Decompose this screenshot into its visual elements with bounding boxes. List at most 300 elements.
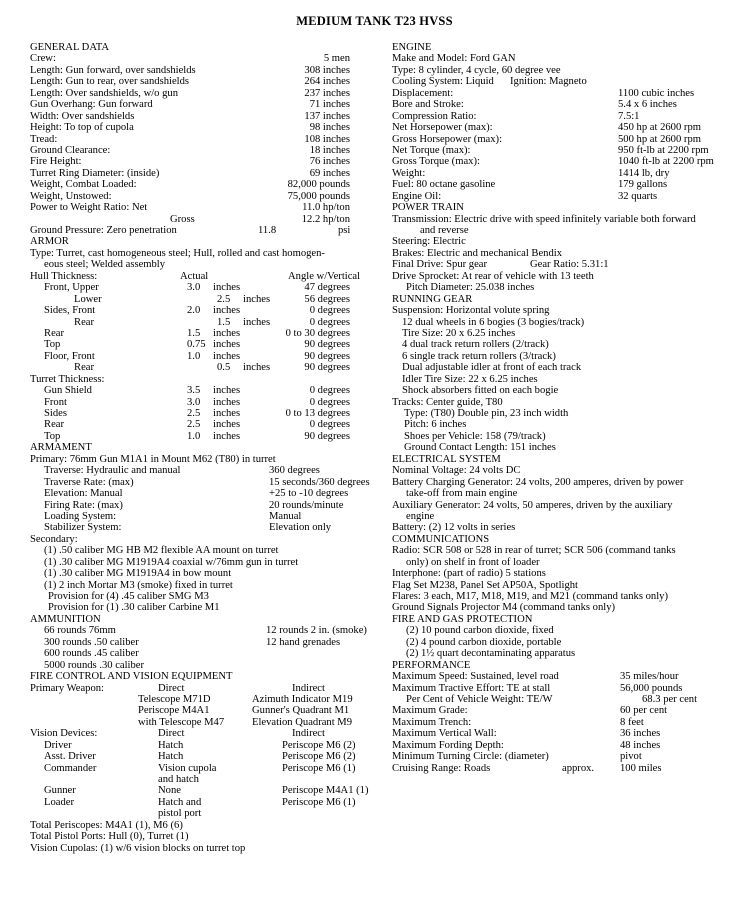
field-label: Shock absorbers fitted on each bogie [402,385,559,397]
field-value: Azimuth Indicator M19 [252,693,353,705]
field-label: and hatch [158,774,199,785]
field-label: Loader [44,796,74,808]
left-line-weight-combat-loaded [30,179,375,190]
field-value: pivot [620,751,642,763]
field-label: Displacement: [392,87,454,99]
field-value: Ignition: Magneto [510,76,587,88]
left-column [30,42,375,854]
field-label: Turret Ring Diameter: (inside) [30,167,160,179]
field-value: 69 inches [309,167,350,179]
right-line-communications [392,534,742,545]
left-line-600-rounds-45-caliber [30,648,375,659]
left-line-provision-for-4-45-caliber-smg-m3 [30,591,375,602]
field-value: inches [213,327,241,339]
left-line-length-gun-forward-over-sandshields [30,65,375,76]
field-value: Manual [269,510,302,522]
field-label: Traverse Rate: (max) [44,476,134,488]
field-value: 2.5 [187,408,201,419]
right-line-engine [392,42,742,53]
left-line-eous-steel-welded-assembly [30,259,375,270]
field-label: engine [406,510,435,522]
field-value: Elevation Quadrant M9 [252,716,353,728]
right-line-engine-oil [392,191,742,202]
left-line-top [30,431,375,442]
left-line-total-pistol-ports-hull-0-turret-1 [30,831,375,842]
field-label: 600 rounds .45 caliber [44,648,139,660]
field-value: 1.0 [187,430,201,442]
field-label: Rear [74,316,94,328]
field-label: Sides [44,408,67,419]
left-line-rear [30,419,375,430]
field-value: Direct [158,728,185,740]
field-value: psi [338,225,351,236]
field-value: Indirect [292,728,325,740]
field-value: Periscope M6 (2) [282,751,356,763]
field-label: Commander [44,762,97,774]
field-value: 75,000 pounds [287,190,350,202]
left-line-crew [30,53,375,64]
field-value: 264 inches [304,76,350,88]
field-label: Total Periscopes: M4A1 (1), M6 (6) [30,819,183,831]
field-label: Pitch: 6 inches [404,419,467,431]
field-value: 18 inches [309,144,350,156]
right-line-maximum-tractive-effort-te-at-stall [392,683,742,694]
field-label: Vision Cupolas: (1) w/6 vision blocks on turret top [30,842,246,854]
field-label: Flares: 3 each, M17, M18, M19, and M21 (command tanks only) [392,591,668,602]
field-label: Gross Torque (max): [392,156,480,168]
right-line-tracks-center-guide-t80 [392,397,742,408]
field-value: 3.0 [187,396,201,408]
field-label: Primary: 76mm Gun M1A1 in Mount M62 (T80) in turret [30,453,276,465]
field-value: 5.4 x 6 inches [618,99,677,111]
left-line-driver [30,740,375,751]
left-line-vision-cupolas-1-w-6-vision-blocks-on-tu [30,843,375,854]
left-line-gross [30,214,375,225]
field-label: (2) 4 pound carbon dioxide, portable [406,636,562,648]
field-label: Provision for (1) .30 caliber Carbine M1 [48,602,220,614]
left-line-gun-shield [30,385,375,396]
field-value: inches [243,362,271,374]
field-label: Dual adjustable idler at front of each track [402,362,582,374]
field-value: 5 men [323,53,350,65]
field-label: 5000 rounds .30 caliber [44,659,145,671]
field-value: inches [213,305,241,317]
left-line-1-30-caliber-mg-m1919a4-coaxial-w-76mm-g [30,557,375,568]
right-line-fire-and-gas-protection [392,614,742,625]
field-label: Asst. Driver [44,751,96,763]
field-label: Gunner [44,785,76,797]
left-line-firing-rate-max [30,500,375,511]
field-label: Stabilizer System: [44,522,122,534]
field-value: inches [213,419,241,431]
field-value: inches [213,396,241,408]
right-line-shock-absorbers-fitted-on-each-bogie [392,385,742,396]
field-value: inches [213,385,241,397]
right-line-radio-scr-508-or-528-in-rear-of-turret-s [392,545,742,556]
left-line-gun-overhang-gun-forward [30,99,375,110]
right-line-net-torque-max [392,145,742,156]
field-value: 12.2 hp/ton [301,213,350,225]
left-line-power-to-weight-ratio-net [30,202,375,213]
left-line-tread [30,134,375,145]
field-value: 2.0 [187,305,201,317]
field-value: 11.8 [258,225,277,236]
left-line-fire-control-and-vision-equipment [30,671,375,682]
left-line-with-telescope-m47 [30,717,375,728]
field-label: GENERAL DATA [30,42,110,53]
left-line-traverse-hydraulic-and-manual [30,465,375,476]
right-line-maximum-grade [392,705,742,716]
field-value: 0 degrees [309,419,350,431]
right-line-battery-2-12-volts-in-series [392,522,742,533]
left-line-gunner [30,785,375,796]
left-line-asst-driver [30,751,375,762]
left-line-armor [30,236,375,247]
field-label: Per Cent of Vehicle Weight: TE/W [406,693,553,705]
field-label: Telescope M71D [138,693,211,705]
field-value: 0 to 30 degrees [285,327,350,339]
left-line-length-over-sandshields-w-o-gun [30,88,375,99]
left-line-commander [30,763,375,774]
field-label: take-off from main engine [406,488,518,500]
right-line-auxiliary-generator-24-volts-50-amperes- [392,500,742,511]
field-value: 237 inches [304,87,350,99]
field-label: Idler Tire Size: 22 x 6.25 inches [402,373,538,385]
left-line-ground-pressure-zero-penetration [30,225,375,236]
field-label: Tracks: Center guide, T80 [392,396,503,408]
field-value: 35 miles/hour [620,671,679,683]
right-line-4-dual-track-return-rollers-2-track [392,339,742,350]
field-label: Maximum Trench: [392,716,472,728]
field-label: Top [44,339,61,351]
left-line-type-turret-cast-homogeneous-steel-hull- [30,248,375,259]
field-value: 20 rounds/minute [269,499,344,511]
field-value: 950 ft-lb at 2200 rpm [618,144,709,156]
right-line-minimum-turning-circle-diameter [392,751,742,762]
field-value: 71 inches [309,99,350,111]
field-value: 12 rounds 2 in. (smoke) [266,625,367,637]
left-line-hull-thickness [30,271,375,282]
field-label: Weight, Combat Loaded: [30,179,137,191]
field-value: 56,000 pounds [620,682,683,694]
field-label: (1) 2 inch Mortar M3 (smoke) fixed in turret [44,579,233,591]
field-label: Cooling System: Liquid [392,76,494,88]
field-label: Tread: [30,133,58,145]
field-label: ELECTRICAL SYSTEM [392,453,501,465]
left-line-front-upper [30,282,375,293]
field-value: Vision cupola [158,762,217,774]
right-line-take-off-from-main-engine [392,488,742,499]
field-label: POWER TRAIN [392,202,464,214]
field-label: Maximum Vertical Wall: [392,728,497,740]
right-line-weight [392,168,742,179]
left-line-66-rounds-76mm [30,625,375,636]
field-label: Tire Size: 20 x 6.25 inches [402,327,516,339]
field-value: 3.5 [187,385,201,397]
field-label: Length: Gun forward, over sandshields [30,64,196,76]
field-label: Width: Over sandshields [30,110,135,122]
field-label: Secondary: [30,533,78,545]
field-label: only) on shelf in front of loader [406,556,540,568]
field-label: Auxiliary Generator: 24 volts, 50 amperes, driven by the auxiliary [392,499,673,511]
field-label: Flag Set M238, Panel Set AP50A, Spotlight [392,579,578,591]
right-line-ground-contact-length-151-inches [392,442,742,453]
field-value: 0 degrees [309,396,350,408]
right-line-performance [392,660,742,671]
field-label: RUNNING GEAR [392,293,473,305]
left-line-length-gun-to-rear-over-sandshields [30,76,375,87]
right-line-flag-set-m238-panel-set-ap50a-spotlight [392,580,742,591]
field-label: Maximum Fording Depth: [392,739,504,751]
field-value: Actual [180,270,209,282]
field-value: Periscope M6 (1) [282,762,356,774]
left-line-1-50-caliber-mg-hb-m2-flexible-aa-mount- [30,545,375,556]
left-line-sides-front [30,305,375,316]
field-label: Gross [170,213,195,225]
field-label: Floor, Front [44,350,95,362]
field-value: 108 inches [304,133,350,145]
field-value: 98 inches [309,122,350,134]
field-label: Firing Rate: (max) [44,499,123,511]
field-label: 300 rounds .50 caliber [44,636,139,648]
right-line-steering-electric [392,236,742,247]
left-line-lower [30,294,375,305]
right-line-type-8-cylinder-4-cycle-60-degree-vee [392,65,742,76]
left-line-elevation-manual [30,488,375,499]
field-value: inches [213,430,241,442]
left-line-ammunition [30,614,375,625]
field-label: Traverse: Hydraulic and manual [44,465,181,477]
left-line-and-hatch [30,774,375,785]
left-line-5000-rounds-30-caliber [30,660,375,671]
field-value: Gear Ratio: 5.31:1 [530,259,609,271]
field-value: 47 degrees [304,282,350,294]
field-label: Primary Weapon: [30,682,104,694]
right-line-type-t80-double-pin-23-inch-width [392,408,742,419]
field-value: 60 per cent [620,705,668,717]
left-line-vision-devices [30,728,375,739]
field-value: 0 degrees [309,385,350,397]
field-value: 0.75 [187,339,206,351]
right-line-maximum-trench [392,717,742,728]
field-value: 11.0 hp/ton [302,202,350,214]
field-value: Direct [158,682,185,694]
right-line-engine [392,511,742,522]
field-label: Cruising Range: Roads [392,762,491,774]
field-label: Shoes per Vehicle: 158 (79/track) [404,430,546,442]
right-line-2-4-pound-carbon-dioxide-portable [392,637,742,648]
field-label: and reverse [420,225,469,236]
field-label: 66 rounds 76mm [44,625,116,637]
field-value: Hatch and [158,796,202,808]
field-value: inches [213,350,241,362]
field-label: Weight: [392,167,426,179]
left-line-loading-system [30,511,375,522]
field-value: 56 degrees [304,293,350,305]
field-value: 1100 cubic inches [618,87,695,99]
field-label: Gun Shield [44,385,92,397]
field-label: eous steel; Welded assembly [44,259,166,271]
left-line-1-30-caliber-mg-m1919a4-in-bow-mount [30,568,375,579]
field-label: Fire Height: [30,156,82,168]
field-value: Hatch [158,751,184,763]
field-label: AMMUNITION [30,613,101,625]
field-value: 68.3 per cent [642,693,698,705]
field-value: 500 hp at 2600 rpm [618,133,701,145]
left-line-periscope-m4a1 [30,705,375,716]
field-label: (1) .30 caliber MG M1919A4 coaxial w/76mm gun in turret [44,556,299,568]
left-line-traverse-rate-max [30,477,375,488]
right-line-6-single-track-return-rollers-3-track [392,351,742,362]
right-line-bore-and-stroke [392,99,742,110]
right-line-flares-3-each-m17-m18-m19-and-m21-comman [392,591,742,602]
field-label: Loading System: [44,510,117,522]
field-label: Net Horsepower (max): [392,122,493,134]
right-line-only-on-shelf-in-front-of-loader [392,557,742,568]
field-label: pistol port [158,808,202,820]
field-label: Maximum Tractive Effort: TE at stall [392,682,551,694]
field-value: 137 inches [304,110,350,122]
field-label: Battery Charging Generator: 24 volts, 200 amperes, driven by power [392,476,684,488]
field-label: (2) 1½ quart decontaminating apparatus [406,648,576,660]
field-label: 6 single track return rollers (3/track) [402,350,556,362]
field-label: Drive Sprocket: At rear of vehicle with 13 teeth [392,270,594,282]
field-value: 450 hp at 2600 rpm [618,122,701,134]
field-label: Power to Weight Ratio: Net [30,202,148,214]
field-value: 90 degrees [304,430,350,442]
left-line-fire-height [30,156,375,167]
field-value: 36 inches [620,728,661,740]
right-line-gross-horsepower-max [392,134,742,145]
field-label: Length: Over sandshields, w/o gun [30,87,178,99]
left-line-top [30,339,375,350]
field-label: Bore and Stroke: [392,99,464,111]
field-value: 1.5 [187,327,201,339]
field-label: Elevation: Manual [44,488,123,500]
field-value: 8 feet [620,716,644,728]
left-line-rear [30,317,375,328]
left-line-ground-clearance [30,145,375,156]
field-label: Lower [74,293,102,305]
right-line-suspension-horizontal-volute-spring [392,305,742,316]
right-line-cruising-range-roads [392,763,742,774]
field-label: ENGINE [392,42,432,53]
field-value: 1.0 [187,350,201,362]
left-line-loader [30,797,375,808]
field-label: 12 dual wheels in 6 bogies (3 bogies/track) [402,316,585,328]
field-label: Gun Overhang: Gun forward [30,99,153,111]
field-label: ARMAMENT [30,442,92,454]
field-label: Make and Model: Ford GAN [392,53,516,65]
field-value: 2.5 [217,293,231,305]
right-line-drive-sprocket-at-rear-of-vehicle-with-1 [392,271,742,282]
field-label: PERFORMANCE [392,659,471,671]
field-label: Weight, Unstowed: [30,190,112,202]
field-value: 7.5:1 [618,110,640,122]
right-line-idler-tire-size-22-x-6-25-inches [392,374,742,385]
left-line-rear [30,362,375,373]
field-value: 0.5 [217,362,231,374]
field-value: Periscope M6 (2) [282,739,356,751]
field-value: inches [213,282,241,294]
left-line-sides [30,408,375,419]
left-line-secondary [30,534,375,545]
field-value: Indirect [292,682,325,694]
left-line-rear [30,328,375,339]
field-value: Periscope M4A1 (1) [282,785,369,797]
field-value: Angle w/Vertical [288,270,361,282]
field-label: Maximum Grade: [392,705,468,717]
field-label: Length: Gun to rear, over sandshields [30,76,190,88]
field-label: Net Torque (max): [392,144,471,156]
field-value: 0 to 13 degrees [285,408,350,419]
field-value: 90 degrees [304,350,350,362]
right-line-final-drive-spur-gear [392,259,742,270]
right-line-fuel-80-octane-gasoline [392,179,742,190]
left-line-primary-76mm-gun-m1a1-in-mount-m62-t80-i [30,454,375,465]
field-label: Compression Ratio: [392,110,477,122]
field-label: Rear [44,419,64,431]
field-label: Top [44,430,61,442]
field-label: FIRE AND GAS PROTECTION [392,613,533,625]
field-label: Radio: SCR 508 or 528 in rear of turret; SCR 506 (command tanks [392,545,676,557]
field-label: Turret Thickness: [30,373,105,385]
right-line-ground-signals-projector-m4-command-tank [392,602,742,613]
field-label: 4 dual track return rollers (2/track) [402,339,549,351]
right-line-compression-ratio [392,111,742,122]
right-line-2-10-pound-carbon-dioxide-fixed [392,625,742,636]
right-line-power-train [392,202,742,213]
right-line-electrical-system [392,454,742,465]
field-label: Height: To top of cupola [30,122,134,134]
field-label: Brakes: Electric and mechanical Bendix [392,247,563,259]
field-label: Driver [44,739,72,751]
right-line-nominal-voltage-24-volts-dc [392,465,742,476]
field-label: COMMUNICATIONS [392,533,490,545]
right-column [392,42,742,774]
field-value: 360 degrees [269,465,320,477]
field-value: Gunner's Quadrant M1 [252,705,350,717]
left-line-primary-weapon [30,683,375,694]
left-line-front [30,397,375,408]
field-label: Battery: (2) 12 volts in series [392,522,516,534]
right-line-and-reverse [392,225,742,236]
left-line-general-data [30,42,375,53]
field-label: Vision Devices: [30,728,98,740]
field-value: None [158,785,181,797]
right-line-brakes-electric-and-mechanical-bendix [392,248,742,259]
right-line-transmission-electric-drive-with-speed-i [392,214,742,225]
left-line-300-rounds-50-caliber [30,637,375,648]
left-line-pistol-port [30,808,375,819]
field-label: Nominal Voltage: 24 volts DC [392,465,521,477]
left-line-width-over-sandshields [30,111,375,122]
right-line-dual-adjustable-idler-at-front-of-each-t [392,362,742,373]
field-label: Hull Thickness: [30,270,98,282]
field-value: Periscope M6 (1) [282,796,356,808]
field-label: Type: 8 cylinder, 4 cycle, 60 degree vee [392,64,561,76]
field-value: 3.0 [187,282,201,294]
right-line-tire-size-20-x-6-25-inches [392,328,742,339]
left-line-turret-thickness [30,374,375,385]
right-line-12-dual-wheels-in-6-bogies-3-bogies-trac [392,317,742,328]
field-label: Maximum Speed: Sustained, level road [392,671,559,683]
field-label: Ground Clearance: [30,144,111,156]
left-line-weight-unstowed [30,191,375,202]
field-label: Interphone: (part of radio) 5 stations [392,568,546,580]
field-value: 90 degrees [304,362,350,374]
right-line-2-1-quart-decontaminating-apparatus [392,648,742,659]
